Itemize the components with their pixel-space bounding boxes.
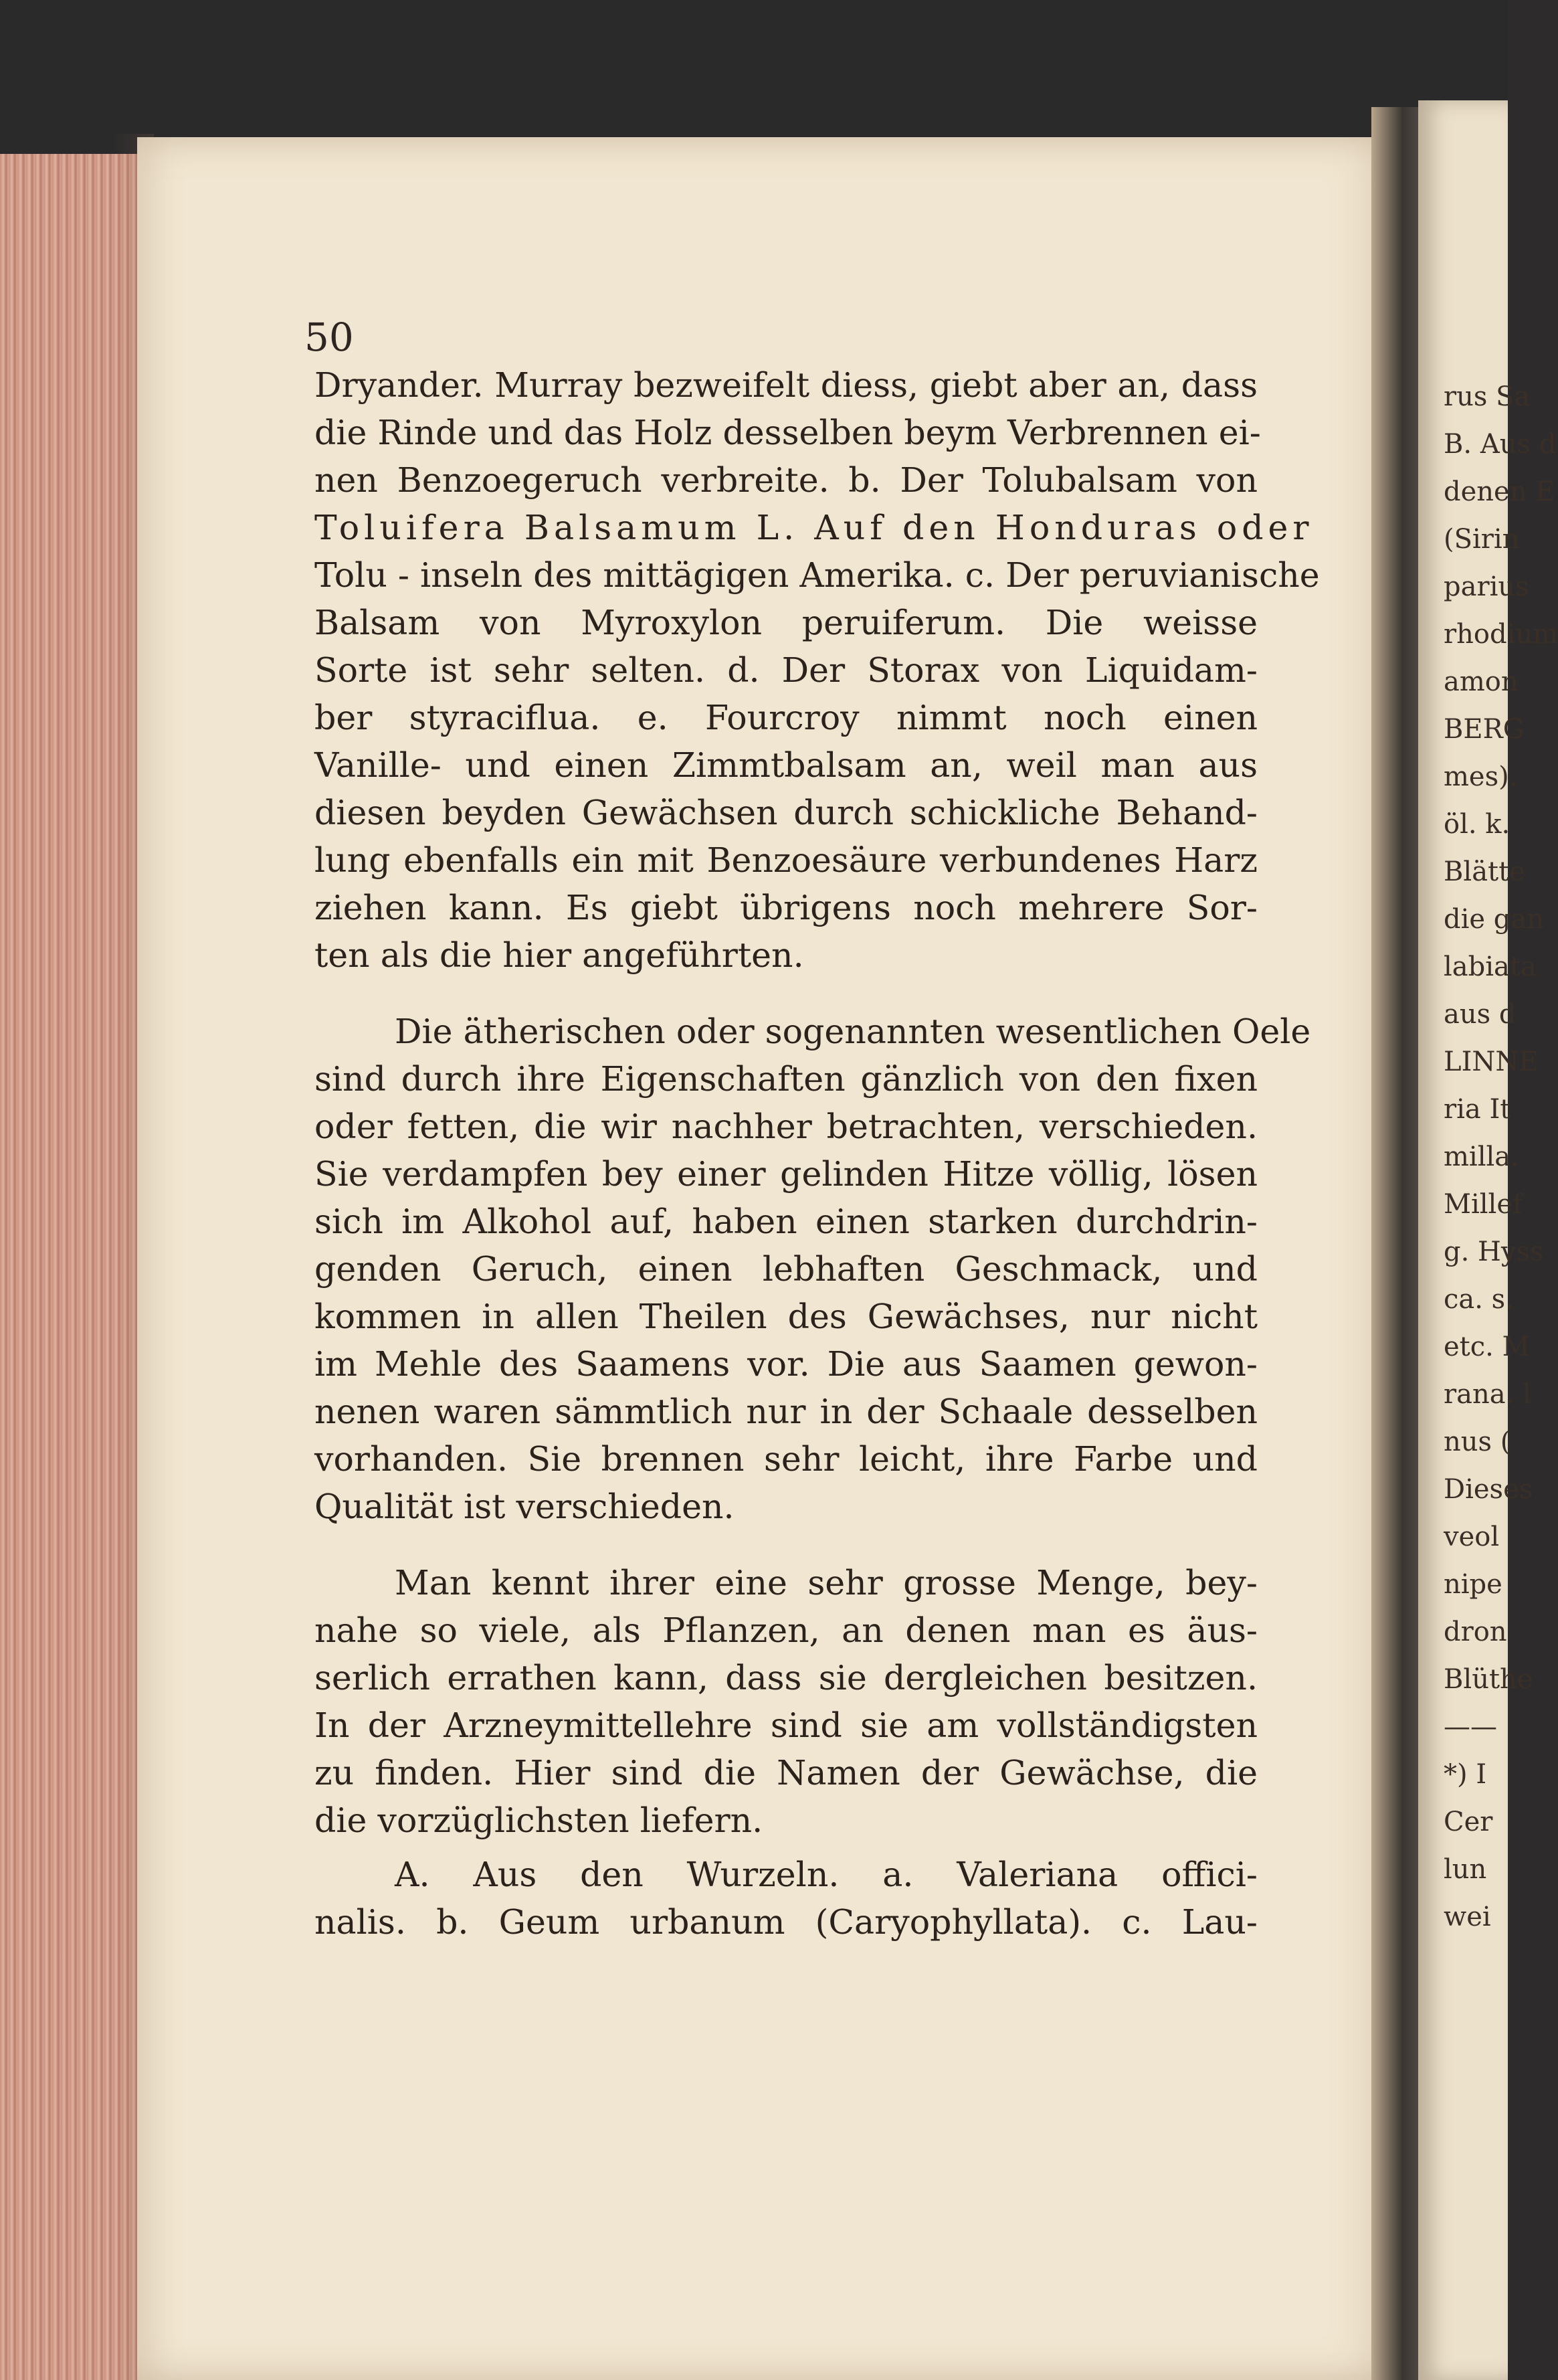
adjacent-page-line: milla. [1444, 1141, 1519, 1172]
adjacent-page-line: öl. k. [1444, 809, 1511, 840]
text-line: Sie verdampfen bey einer gelinden Hitze völlig, lösen [314, 1154, 1258, 1194]
paragraph-2 [314, 1008, 1311, 1530]
adjacent-page-line: ca. s. [1444, 1284, 1514, 1315]
adjacent-page-line: parius [1444, 571, 1529, 602]
text-line: lung ebenfalls ein mit Benzoesäure verbundenes Harz [314, 840, 1258, 880]
adjacent-page-line: rhodium [1444, 619, 1558, 650]
text-line: Sorte ist sehr selten. d. Der Storax von Liquidam- [314, 650, 1258, 690]
text-line: diesen beyden Gewächsen durch schickliche Behand- [314, 793, 1258, 832]
paragraph-gap [314, 979, 1258, 1008]
text-line: vorhanden. Sie brennen sehr leicht, ihre Farbe und [314, 1439, 1258, 1479]
adjacent-page-line: lun [1444, 1854, 1487, 1885]
paragraph-gap [314, 1844, 1258, 1851]
adjacent-page-line: aus d [1444, 999, 1517, 1030]
text-line: kommen in allen Theilen des Gewächses, nur nicht [314, 1297, 1258, 1336]
adjacent-page-line: Blüthe [1444, 1664, 1533, 1695]
text-line: Man kennt ihrer eine sehr grosse Menge, bey- [395, 1563, 1258, 1603]
text-line: ber styraciflua. e. Fourcroy nimmt noch einen [314, 698, 1258, 737]
adjacent-page-line: rus Sa [1444, 381, 1531, 412]
text-line: Tolu - inseln des mittägigen Amerika. c. Der peruvianische [314, 555, 1320, 595]
text-line: genden Geruch, einen lebhaften Geschmack, und [314, 1249, 1258, 1289]
paragraph-4 [314, 1851, 1258, 1946]
scan-background [0, 0, 1508, 157]
text-line: ziehen kann. Es giebt übrigens noch mehrere Sor- [314, 888, 1258, 927]
text-line: oder fetten, die wir nachher betrachten, verschieden. [314, 1107, 1258, 1146]
paragraph-gap [314, 1530, 1258, 1559]
adjacent-page-line: —— [1444, 1712, 1497, 1742]
adjacent-page-line: Dieses [1444, 1474, 1533, 1505]
text-line: Balsam von Myroxylon peruiferum. Die weisse [314, 603, 1258, 642]
adjacent-page-line: denen E [1444, 476, 1555, 507]
text-line: nalis. b. Geum urbanum (Caryophyllata). c. Lau- [314, 1902, 1258, 1942]
text-line: Toluifera Balsamum L. Auf den Honduras oder [314, 508, 1314, 547]
adjacent-page-line: labiata [1444, 951, 1537, 982]
adjacent-page [1418, 100, 1558, 2380]
text-line: im Mehle des Saamens vor. Die aus Saamen gewon- [314, 1344, 1258, 1384]
paragraph-3 [314, 1559, 1258, 1844]
text-line: A. Aus den Wurzeln. a. Valeriana offici- [395, 1855, 1258, 1894]
adjacent-page-line: ria It [1444, 1094, 1511, 1125]
text-line: nen Benzoegeruch verbreite. b. Der Tolubalsam von [314, 460, 1258, 500]
adjacent-page-line: BERG [1444, 714, 1525, 745]
adjacent-page-line: Cer [1444, 1807, 1493, 1837]
adjacent-page-line: LINNE [1444, 1046, 1539, 1077]
text-line: In der Arzneymittellehre sind sie am vollständigsten [314, 1706, 1258, 1745]
text-line: Dryander. Murray bezweifelt diess, giebt aber an, dass [314, 365, 1258, 405]
adjacent-page-line: etc. M [1444, 1332, 1530, 1362]
text-line: nenen waren sämmtlich nur in der Schaale desselben [314, 1392, 1258, 1431]
text-line: ten als die hier angeführten. [314, 935, 804, 975]
adjacent-page-line: mes). [1444, 761, 1518, 792]
adjacent-page-line: (Sirin [1444, 524, 1520, 555]
text-line: zu finden. Hier sind die Namen der Gewächse, die [314, 1753, 1258, 1793]
adjacent-page-line: dron [1444, 1617, 1507, 1647]
text-line: sind durch ihre Eigenschaften gänzlich von den fixen [314, 1059, 1258, 1099]
adjacent-page-line: die gan [1444, 904, 1544, 935]
adjacent-page-line: veol [1444, 1522, 1500, 1552]
text-line: Qualität ist verschieden. [314, 1487, 735, 1526]
paragraph-1 [314, 361, 1320, 979]
adjacent-page-line: B. Aus d [1444, 429, 1557, 460]
text-line: Vanille- und einen Zimmtbalsam an, weil man aus [314, 745, 1258, 785]
text-line: nahe so viele, als Pflanzen, an denen man es äus- [314, 1611, 1258, 1650]
adjacent-page-line: wei [1444, 1902, 1491, 1932]
adjacent-page-line: nus ( [1444, 1427, 1511, 1457]
adjacent-page-line: nipe [1444, 1569, 1502, 1600]
adjacent-page-line: g. Hyss [1444, 1237, 1544, 1267]
adjacent-page-line: Blätte [1444, 856, 1525, 887]
text-line: sich im Alkohol auf, haben einen starken durchdrin- [314, 1202, 1258, 1241]
page-body [314, 361, 1320, 1946]
page-number: 50 [304, 314, 354, 360]
adjacent-page-line: amon [1444, 666, 1519, 697]
text-line: die vorzüglichsten liefern. [314, 1801, 763, 1840]
adjacent-page-line: *) I [1444, 1759, 1487, 1790]
text-line: Die ätherischen oder sogenannten wesentlichen Oele [395, 1012, 1311, 1051]
text-line: serlich errathen kann, dass sie dergleichen besitzen. [314, 1658, 1258, 1698]
text-line: die Rinde und das Holz desselben beym Verbrennen ei- [314, 413, 1261, 452]
adjacent-page-line: rana. l [1444, 1379, 1531, 1410]
adjacent-page-line: Millef [1444, 1189, 1523, 1220]
